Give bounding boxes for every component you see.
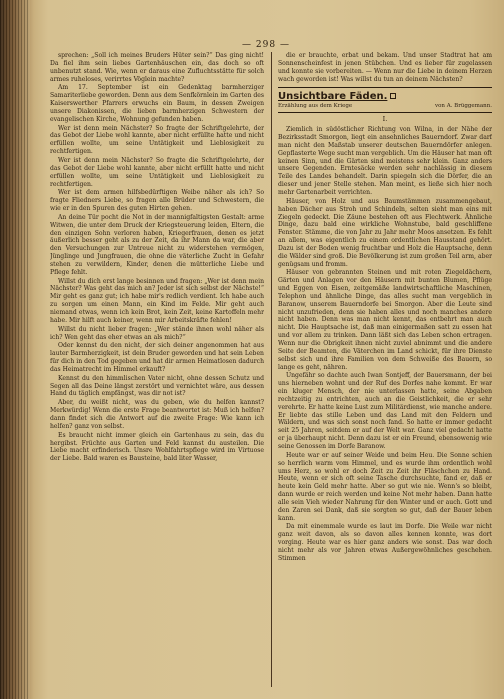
paragraph: Wer ist dem armen hilfsbedürftigen Weibe näher als ich? So fragte Fliedners Liebe, so fragen alle Brüder und Schwestern, die wie er in den Spuren des guten Hirten gehen. <box>50 189 264 213</box>
paragraph: Häuser von gebrannten Steinen und mit roten Ziegeldächern, Gärten und Anlagen vor den Häusern mit bunten Blumen, Pflüge und Eggen von Eisen, zeitgemäße landwirtschaftliche Maschinen, Telephon und ähnliche Dinge, das alles sucht man vergeblich in Baranow, unserem Bauerndorfe bei Smorgon. Aber die Leute sind nicht unzufrieden, denn sie haben alles und noch manches andere nicht haben. Denn was man nicht kennt, das entbehrt man auch nicht. Die Hauptsache ist, daß man einigermaßen satt zu essen hat und vor allem zu trinken. Dann läßt sich das Leben schon ertragen. Wenn nur die Obrigkeit ihnen nicht zuviel abnimmt und die andere Seite der Beamten, die Väterchen im Land schickt, für ihre Dienste selbst sich und ihre Familien von dem Schweiße des Bauern, so lange es geht, nähren. <box>278 269 492 371</box>
page-number: — 298 — <box>242 40 290 50</box>
paragraph: Oder kennst du den nicht, der sich deiner angenommen hat aus lauter Barmherzigkeit, ist dein Bruder geworden und hat sein Leben für dich in den Tod gegeben und hat dir armen Heimatlosen dadurch das Heimatrecht im Himmel erkauft? <box>50 342 264 373</box>
page <box>28 0 504 699</box>
paragraph: sprechen: „Soll ich meines Bruders Hüter sein?“ Das ging nicht! Da fiel ihm sein liebes Gartenhäuschen ein, das doch so oft unbenutzt stand. Wie, wenn er daraus eine Zufluchtsstätte für solch armes ruheloses, verirrtes Vöglein machte? <box>50 52 264 83</box>
paragraph: Da mit einemmale wurde es laut im Dorfe. Die Weile war nicht ganz weit davon, als so davon alles kennen konnte, was dort vorging. Heute war es hier ganz anders wie sonst. Das war doch nicht mehr als vor Jahren etwas Außergewöhnliches geschehen. Stimmen <box>278 523 492 562</box>
story-subtitle: Erzählung aus dem Kriege <box>278 103 353 110</box>
paragraph: Heute war er auf seiner Weide und beim Heu. Die Sonne schien so herrlich warm vom Himmel, und es wurde ihm ordentlich wohl ums Herz, so wohl er doch Zeit zu Zeit ihr Fläschchen zu Hand. Heute, wenn er sich oft seine Tasche durchsuchte, fand er, daß er heute kein Geld mehr hatte. Aber so gut wie nie. Wenn's so bleibt, dann wurde er reich werden und keine Not mehr haben. Dann hatte alle sein Vieh wieder Nahrung für den Winter und er auch. Gott und den Zaren sei Dank, daß sie sorgten so gut, daß der Bauer leben kann. <box>278 451 492 522</box>
book-spine <box>0 0 30 699</box>
story-subtitle-line <box>278 103 492 110</box>
right-column <box>278 52 492 687</box>
paragraph: Willst du dich erst lange besinnen und fragen: „Wer ist denn mein Nächster? Was geht das mich an? Jeder ist sich selbst der Nächste!“ Mir geht es ganz gut; ich habe mir's redlich verdient. Ich habe auch zu sorgen um einen Mann, ein Kind im Felde. Mir geht auch niemand etwas, wenn ich kein Brot, kein Zeit, keine Kartoffeln mehr habe. Mir hilft auch keiner, wenn mir Arbeitskräfte fehlen! <box>50 277 264 324</box>
section-number: I. <box>382 115 388 124</box>
paragraph: die er brauchte, erbat und bekam. Und unser Stadtrat hat am Sonnenscheinfest in jenen Stübchen. Und es lieber für zugelassen und konnte sie vorbereiten. — Wenn nur die Liebe in deinem Herzen wach geworden ist! Was willst du tun an deinem Nächsten? <box>278 52 492 83</box>
paragraph: Aber, du weißt nicht, was du geben, wie du helfen kannst? Merkwürdig! Wenn die erste Frage beantwortet ist: Muß ich helfen? dann findet sich die Antwort auf die zweite Frage: Wie kann ich helfen? ganz von selbst. <box>50 399 264 430</box>
paragraph: Ziemlich in südöstlicher Richtung von Wilna, in der Nähe der Bezirksstadt Smorgon, liegt ein ansehnliches Bauerndorf. Zwar darf man nicht den Maßstab unserer deutschen Bauerndörfer anlegen. Gepflasterte Wege sucht man vergeblich. Um die Häuser hat man oft keinen Sinn, und die Gärten sind meistens sehr klein. Ganz anders unsere Gegenden. Erntesäcke werden sehr nachlässig in diesem Teile des Landes behandelt. Darin spiegeln sich die Dörfer, die an dieser und jener Stelle stehen. Man meint, es ließe sich hier noch mehr Gartenarbeit verrichten. <box>278 126 492 196</box>
paragraph: Am 17. September ist ein Gedenktag barmherziger Samariterliebe geworden. Denn aus dem Senfkörnlein im Garten des Kaiserswerther Pfarrers erwuchs ein Baum, in dessen Zweigen unsere Diakonissen, die lieben barmherzigen Schwestern der evangelischen Kirche, Wohnung gefunden haben. <box>50 84 264 123</box>
paragraph: Wer ist denn mein Nächster? So fragte die Schriftgelehrte, der das Gebot der Liebe wohl kannte, aber nicht erfüllt hatte und nicht erfüllen wollte, um seine Untätigkeit und Lieblosigkeit zu rechtfertigen. <box>50 156 264 188</box>
story-header <box>278 87 492 113</box>
paragraph: Ungefähr so dachte auch Iwan Sontjeff, der Bauersmann, der bei uns hierneben wohnt und der Ruf des Dorfes nahe kommt. Er war ein kluger Mensch, der nie unterlassen hatte, seine Abgaben rechtzeitig zu entrichten, auch an die Geistlichkeit, die er sehr verehrte. Er hatte keine Lust zum Militärdienst, wie manche andere. Er liebte das stille Leben und das Land mit den Feldern und Wäldern, und was sich sonst noch fand. So hatte er immer gedacht seit 25 Jahren, seitdem er auf der Welt war. Ganz viel gedacht hatte er ja überhaupt nicht. Denn dazu ist er ein Freund, ebensowenig wie seine Genossen im Dorfe Baranow. <box>278 372 492 450</box>
paragraph: Es braucht nicht immer gleich ein Gartenhaus zu sein, das du hergibst. Früchte aus Garten und Feld kannst du austeilen. Die Liebe macht erfinderisch. Unsre Wohlfahrtspflege wird im Virtuose der Liebe. Bald waren es Bausteine, bald liter Wasser, <box>50 431 264 463</box>
paragraph: Häuser, von Holz und aus Baumstämmen zusammengebaut, haben Dächer aus Stroh und Schindeln, selten sieht man eins mit Ziegeln gedeckt. Die Zäune bestehen oft aus Flechtwerk. Ähnliche Dinge, dazu bald eine wirkliche Wohnstube, bald geschliffene Fenster. Stämme, die von Jahr zu Jahr mehr Moos ansetzen. Es fehlt an allem, was eigentlich zu einem ordentlichen Hausstand gehört. Dazu ist der Boden wenig fruchtbar und Holz die Hauptsache, denn die Wälder sind groß. Die Bevölkerung ist zum großen Teil arm, aber genügsam und fromm. <box>278 197 492 268</box>
square-ornament-icon <box>390 93 396 99</box>
paragraph: An deine Tür pocht die Not in der mannigfaltigsten Gestalt: arme Witwen, die unter dem Druck der Kriegsteuerung leiden, Eltern, die den einzigen Sohn verloren haben, Kriegerfrauen, denen es jetzt äußerlich besser geht als zu der Zeit, da ihr Mann da war, die aber den Versuchungen zur Untreue nicht zu widerstehen vermögen, Jünglinge und Jungfrauen, die ohne die väterliche Zucht in Gefahr stehen zu verwildern, Kinder, denen die mütterliche Liebe und Pflege fehlt. <box>50 213 264 276</box>
paragraph: Willst du nicht lieber fragen: „Wer stände ihnen wohl näher als ich? Wen geht das eher etwas an als mich?“ <box>50 325 264 341</box>
left-column <box>50 52 264 687</box>
paragraph: Wer ist denn mein Nächster? So fragte der Schriftgelehrte, der das Gebot der Liebe wohl kannte, aber nicht erfüllte hatte und nicht erfüllen wollte, um seine Untätigkeit und Lieblosigkeit zu rechtfertigen. <box>50 124 264 156</box>
paragraph: Kennst du den himmlischen Vater nicht, ohne dessen Schutz und Segen all das Deine längst zerstört und vernichtet wäre, aus dessen Hand du täglich empfängst, was dir not ist? <box>50 374 264 398</box>
column-divider <box>271 52 272 687</box>
story-author: von A. Brüggemann. <box>434 103 492 110</box>
story-title: Unsichtbare Fäden. <box>278 91 492 103</box>
